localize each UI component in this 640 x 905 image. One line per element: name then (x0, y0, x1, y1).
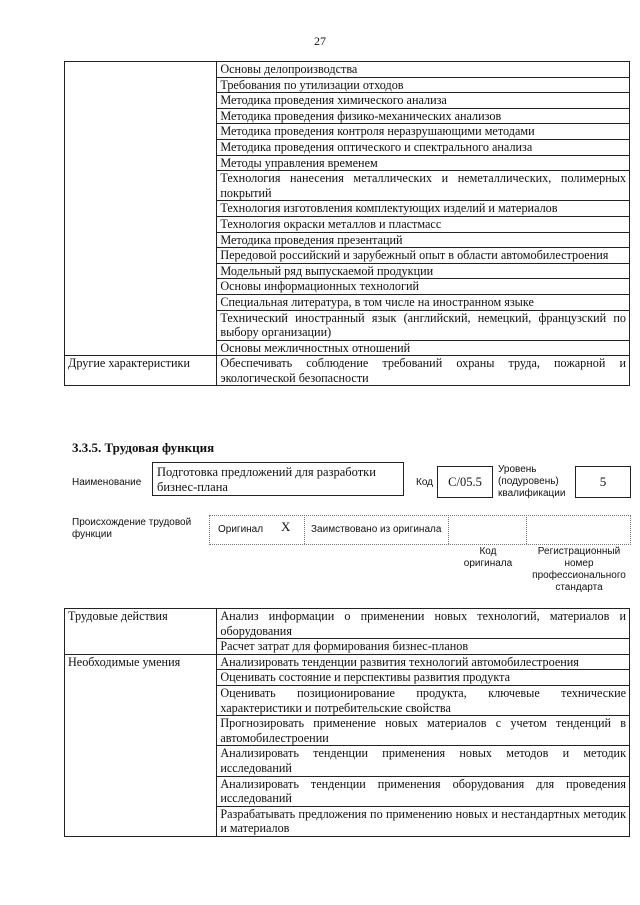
table-row (65, 609, 630, 655)
code-label: Код (416, 477, 434, 488)
table-row (65, 654, 630, 836)
list-item: Обеспечивать соблюдение требований охраны труда, пожарной и экологической безопасности (220, 356, 626, 385)
list-item: Основы межличностных отношений (217, 340, 629, 356)
row-items (217, 609, 630, 655)
level-value-box (575, 466, 631, 498)
list-item: Технология нанесения металлических и неметаллических, полимерных покрытий (217, 170, 629, 200)
name-label: Наименование (72, 477, 142, 488)
list-item: Технология окраски металлов и пластмасс (217, 216, 629, 232)
list-item: Требования по утилизации отходов (217, 77, 629, 93)
borrowed-label: Заимствовано из оригинала (311, 524, 442, 535)
row-label: Другие характеристики (65, 356, 217, 386)
actions-skills-table (64, 608, 630, 837)
level-label: Уровень (подуровень) квалификации (498, 464, 566, 499)
divider (304, 515, 306, 544)
list-item: Специальная литература, в том числе на иностранном языке (217, 294, 629, 310)
original-mark: X (281, 519, 291, 534)
code-value: С/05.5 (448, 475, 482, 489)
row-label (65, 62, 217, 356)
code-original-caption: Код оригинала (463, 546, 513, 569)
page-number: 27 (314, 34, 326, 48)
row-items (217, 356, 630, 386)
level-value: 5 (599, 474, 607, 489)
list-item: Анализировать тенденции применения оборудования для проведения исследований (217, 776, 629, 806)
list-item: Анализ информации о применении новых технологий, материалов и оборудования (220, 609, 626, 638)
list-item: Оценивать позиционирование продукта, ключевые технические характеристики и потребительские свойства (217, 685, 629, 715)
function-name-value: Подготовка предложений для разработки бизнес-плана (157, 465, 376, 494)
list-item: Технология изготовления комплектующих изделий и материалов (217, 200, 629, 216)
row-label: Трудовые действия (65, 609, 217, 655)
list-item: Методика проведения химического анализа (217, 92, 629, 108)
row-items (217, 654, 630, 836)
list-item: Технический иностранный язык (английский, немецкий, французский по выбору организации) (217, 310, 629, 340)
table-row (65, 62, 630, 356)
knowledge-table (64, 61, 630, 386)
list-item: Прогнозировать применение новых материалов с учетом тенденций в автомобилестроении (217, 715, 629, 745)
list-item: Методика проведения контроля неразрушающими методами (217, 123, 629, 139)
table-row (65, 356, 630, 386)
original-label: Оригинал (218, 524, 264, 535)
list-item: Методы управления временем (217, 155, 629, 171)
section-title: 3.3.5. Трудовая функция (72, 440, 215, 455)
list-item: Методика проведения оптического и спектрального анализа (217, 139, 629, 155)
divider (526, 515, 528, 544)
list-item: Основы делопроизводства (220, 62, 358, 76)
divider (448, 515, 450, 544)
list-item: Разрабатывать предложения по применению новых и нестандартных методик и материалов (217, 806, 629, 836)
list-item: Оценивать состояние и перспективы развития продукта (217, 669, 629, 685)
row-label: Необходимые умения (65, 654, 217, 836)
list-item: Методика проведения физико-механических анализов (217, 108, 629, 124)
list-item: Методика проведения презентаций (217, 232, 629, 248)
list-item: Передовой российский и зарубежный опыт в области автомобилестроения (217, 247, 629, 263)
code-value-box (437, 466, 493, 498)
row-items (217, 62, 630, 356)
reg-number-caption: Регистрационный номер профессионального стандарта (532, 546, 626, 593)
origin-label: Происхождение трудовой функции (72, 517, 192, 540)
list-item: Модельный ряд выпускаемой продукции (217, 263, 629, 279)
list-item: Анализировать тенденции применения новых методов и методик исследований (217, 745, 629, 775)
list-item: Расчет затрат для формирования бизнес-планов (217, 638, 629, 654)
list-item: Анализировать тенденции развития технологий автомобилестроения (220, 654, 579, 669)
function-name-box (152, 462, 404, 496)
list-item: Основы информационных технологий (217, 278, 629, 294)
